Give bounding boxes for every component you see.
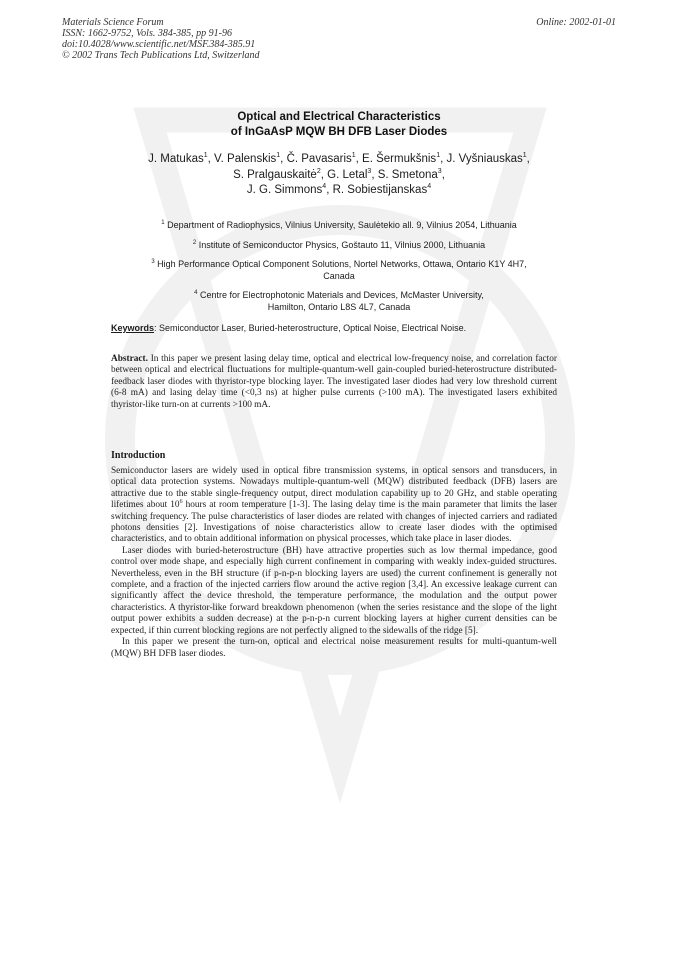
intro-text: Semiconductor lasers are widely used in optical fibre transmission systems, in optical sensors and transducers, in optical data protection systems. Nowadays multiple-quantum-well (MQW) distributed feedback (DFB) lasers are attractive due to the stable single-frequency output, direct modulation capability up to 20 GHz, and stable operating lifetimes about 10 (111, 466, 557, 511)
paper-title (0, 110, 678, 140)
author-name: Č. Pavasaris (286, 153, 352, 165)
affiliation-text: Department of Radiophysics, Vilnius University, Saulėtekio all. 9, Vilnius 2054, Lithuania (167, 220, 517, 230)
intro-paragraph-2: Laser diodes with buried-heterostructure (BH) have attractive properties such as low thermal impedance, good control over mode shape, and especially high current confinement in comparing with weakly index-guided structures. Nevertheless, even in the BH structure (if p-n-p-n blocking layers are used) the current confinement is generally not complete, and a fraction of the injected carriers flow around the active region [3,4]. An excessive leakage current can significantly affect the device threshold, the temperature performance, the modulation and the output power characteristics. A thyristor-like forward breakdown phenomenon (when the series resistance and the slope of the light output power exhibits a sudden decrease) at the p-n-p-n current blocking layers at higher current densities can be expected, if thin current blocking regions are not perfectly aligned to the sidewalls of the ridge [5]. (111, 545, 557, 636)
author-name: G. Letal (327, 168, 368, 181)
abstract-label: Abstract. (111, 354, 148, 364)
affiliation-number: 2 (192, 239, 197, 246)
author-affiliation-mark: 4 (427, 183, 432, 190)
author-affiliation-mark: 1 (522, 152, 527, 159)
journal-name: Materials Science Forum (62, 17, 164, 28)
author-name: S. Smetona (377, 168, 438, 181)
intro-text: hours at room temperature [1-3]. The lasing delay time is the main parameter that limits the laser switching frequency. The pulse characteristics of laser diodes are related with changes of injected carriers and radiated photons densities [2]. Investigations of noise characteristics allow to create laser diodes with the optimised characteristics, and to obtain additional information on physical processes, which take place in laser diodes. (111, 500, 557, 545)
author-line-3: J. G. Simmons$^4$, R. Sobiestijanskas$^4$ (246, 183, 432, 196)
author-affiliation-mark: 1 (276, 152, 281, 159)
affiliation (0, 240, 678, 252)
author-name: V. Palenskis (214, 153, 277, 165)
author-name: J. Vyšniauskas (446, 153, 523, 165)
keywords-line (111, 323, 466, 333)
section-heading-introduction: Introduction (111, 450, 166, 461)
author-affiliation-mark: 1 (436, 152, 441, 159)
affiliation-text: High Performance Optical Component Solutions, Nortel Networks, Ottawa, Ontario K1Y 4H7, (157, 259, 527, 269)
author-line-1: J. Matukas$^1$, V. Palenskis$^1$, Č. Pavasaris$^1$, E. Šermukšnis$^1$, J. Vyšniauskas$^1$, (148, 152, 530, 165)
author-name: E. Šermukšnis (362, 153, 437, 165)
abstract-paragraph (111, 354, 557, 411)
affiliation-number: 4 (194, 290, 198, 296)
author-affiliation-mark: 3 (367, 167, 372, 175)
author-affiliation-mark: 4 (322, 183, 327, 190)
author-line-2: S. Pralgauskaitė$^2$, G. Letal$^3$, S. Smetona$^3$, (233, 167, 445, 181)
exponent: 6 (179, 499, 183, 506)
author-affiliation-mark: 1 (351, 152, 356, 159)
author-name: S. Pralgauskaitė (233, 168, 317, 181)
affiliation (0, 259, 678, 282)
issn-line: ISSN: 1662-9752, Vols. 384-385, pp 91-96 (62, 28, 232, 39)
publication-header (62, 17, 260, 61)
keywords-text: : Semiconductor Laser, Buried-heterostructure, Optical Noise, Electrical Noise. (154, 323, 467, 333)
title-line-2: of InGaAsP MQW BH DFB Laser Diodes (230, 126, 448, 138)
author-name: R. Sobiestijanskas (332, 184, 428, 196)
affiliation-number: 3 (151, 259, 155, 265)
affiliation-number: 1 (161, 220, 165, 226)
author-list (0, 152, 678, 199)
affiliation-text-cont: Canada (323, 270, 355, 281)
introduction-body (111, 466, 557, 660)
title-line-1: Optical and Electrical Characteristics (237, 111, 441, 123)
keywords-label: Keywords (111, 323, 155, 333)
affiliation-text: Institute of Semiconductor Physics, Goštauto 11, Vilnius 2000, Lithuania (198, 239, 486, 250)
intro-paragraph-1 (111, 466, 557, 546)
author-affiliation-mark: 3 (437, 167, 442, 175)
affiliation (0, 220, 678, 232)
affiliation-text: Centre for Electrophotonic Materials and Devices, McMaster University, (199, 290, 484, 300)
intro-paragraph-3: In this paper we present the turn-on, optical and electrical noise measurement results for multi-quantum-well (MQW) BH DFB laser diodes. (111, 637, 557, 659)
affiliation-list (0, 220, 678, 321)
author-affiliation-mark: 1 (203, 152, 208, 159)
author-affiliation-mark: 2 (316, 167, 321, 175)
author-name: J. G. Simmons (246, 184, 323, 196)
copyright-line: © 2002 Trans Tech Publications Ltd, Switzerland (62, 50, 260, 61)
affiliation (0, 290, 678, 313)
author-name: J. Matukas (148, 153, 204, 165)
abstract-text: In this paper we present lasing delay time, optical and electrical low-frequency noise, and correlation factor between optical and electrical fluctuations for multiple-quantum-well gain-coupled buried-heterostructure distributed-feedback laser diodes with thyristor-type blocking layer. The investigated laser diodes had very low threshold current (6-8 mA) and lasing delay time (<0,3 ns) at higher pulse currents (>100 mA). The investigated lasers exhibited thyristor-like turn-on at currents >100 mA. (111, 354, 557, 410)
affiliation-text-cont: Hamilton, Ontario L8S 4L7, Canada (267, 301, 411, 312)
doi-line[interactable]: doi:10.4028/www.scientific.net/MSF.384-385.91 (62, 39, 256, 50)
online-date: Online: 2002-01-01 (536, 17, 616, 28)
